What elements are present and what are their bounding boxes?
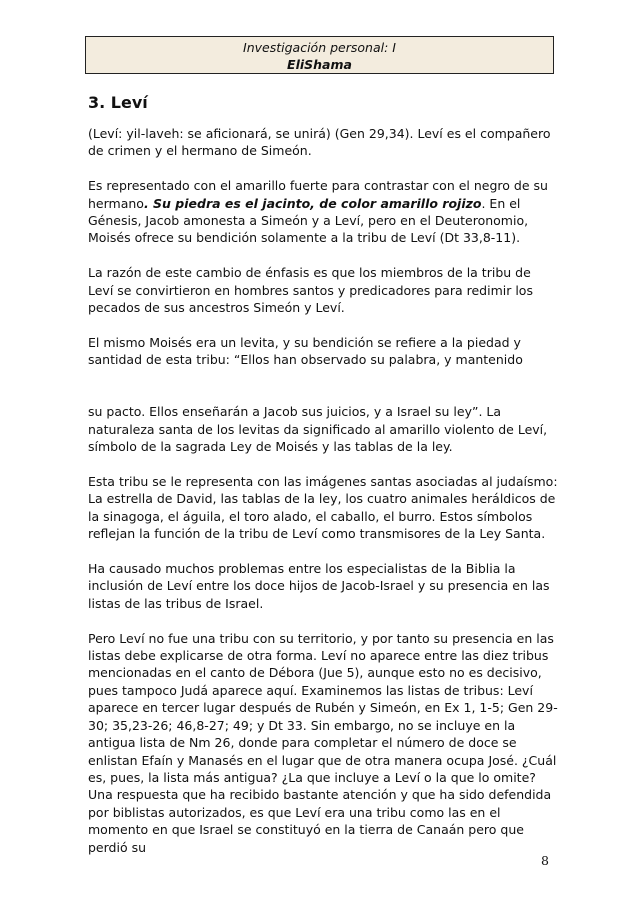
paragraph-problems: Ha causado muchos problemas entre los especialistas de la Biblia la inclusión de Leví entre los doce hijos de Jacob-Israel y su presencia en las listas de las tribus de Israel. (88, 561, 550, 611)
paragraph-color-emphasis: . Su piedra es el jacinto, de color amarillo rojizo (143, 195, 482, 211)
page-number: 8 (541, 853, 549, 868)
header-line-1: Investigación personal: I (243, 40, 396, 55)
paragraph-etymology: (Leví: yil-laveh: se aficionará, se unirá) (Gen 29,34). Leví es el compañero de crimen y el hermano de Simeón. (88, 126, 551, 159)
section-title: 3. Leví (88, 93, 148, 112)
paragraph-covenant: su pacto. Ellos enseñarán a Jacob sus juicios, y a Israel su ley”. La naturaleza santa de los levitas da significado al amarillo violento de Leví, símbolo de la sagrada Ley de Moisés y las tablas de la ley. (88, 404, 548, 455)
document-body (88, 125, 558, 873)
paragraph-color (88, 177, 558, 247)
paragraph-moses: El mismo Moisés era un levita, y su bendición se refiere a la piedad y santidad de esta tribu: “Ellos han observado su palabra, y mantenido (88, 334, 523, 368)
page-header (85, 36, 554, 74)
paragraph-color-text-end: . En el Génesis, Jacob amonesta a Simeón y a Leví, pero en el Deuteronomio, Moisés ofrece su bendición solamente a la tribu de Leví (Dt 33,8-11). (88, 195, 529, 246)
paragraph-emphasis-change: La razón de este cambio de énfasis es que los miembros de la tribu de Leví se convirtieron en hombres santos y predicadores para redimir los pecados de sus ancestros Simeón y Leví. (88, 265, 533, 316)
paragraph-tribe-lists: Pero Leví no fue una tribu con su territorio, y por tanto su presencia en las listas debe explicarse de otra forma. Leví no aparece entre las diez tribus mencionadas en el canto de Débora (Jue 5), aunque esto no es decisivo, pues tampoco Judá aparece aquí. Examinemos las listas de tribus: Leví aparece en tercer lugar después de Rubén y Simeón, en Ex 1, 1-5; Gen 29-30; 35,23-26; 46,8-27; 49; y Dt 33. Sin embargo, no se incluye en la antigua lista de Nm 26, donde para completar el número de doce se enlistan Efaín y Manasés en el lugar que de otra manera ocupa José. ¿Cuál es, pues, la lista más antigua? ¿La que incluye a Leví o la que lo omite? Una respuesta que ha recibido bastante atención y que ha sido defendida por biblistas autorizados, es que Leví era una tribu como las en el momento en que Israel se constituyó en la tierra de Canaán pero que perdió su (88, 630, 558, 855)
header-line-2: EliShama (287, 57, 352, 72)
paragraph-symbols: Esta tribu se le representa con las imágenes santas asociadas al judaísmo: La estrella de David, las tablas de la ley, los cuatro animales heráldicos de la sinagoga, el águila, el toro alado, el caballo, el burro. Estos símbolos reflejan la función de la tribu de Leví como transmisores de la Ley Santa. (88, 474, 558, 542)
paragraph-color-text: Es representado con el amarillo fuerte para contrastar con el negro de su hermano (88, 178, 548, 211)
